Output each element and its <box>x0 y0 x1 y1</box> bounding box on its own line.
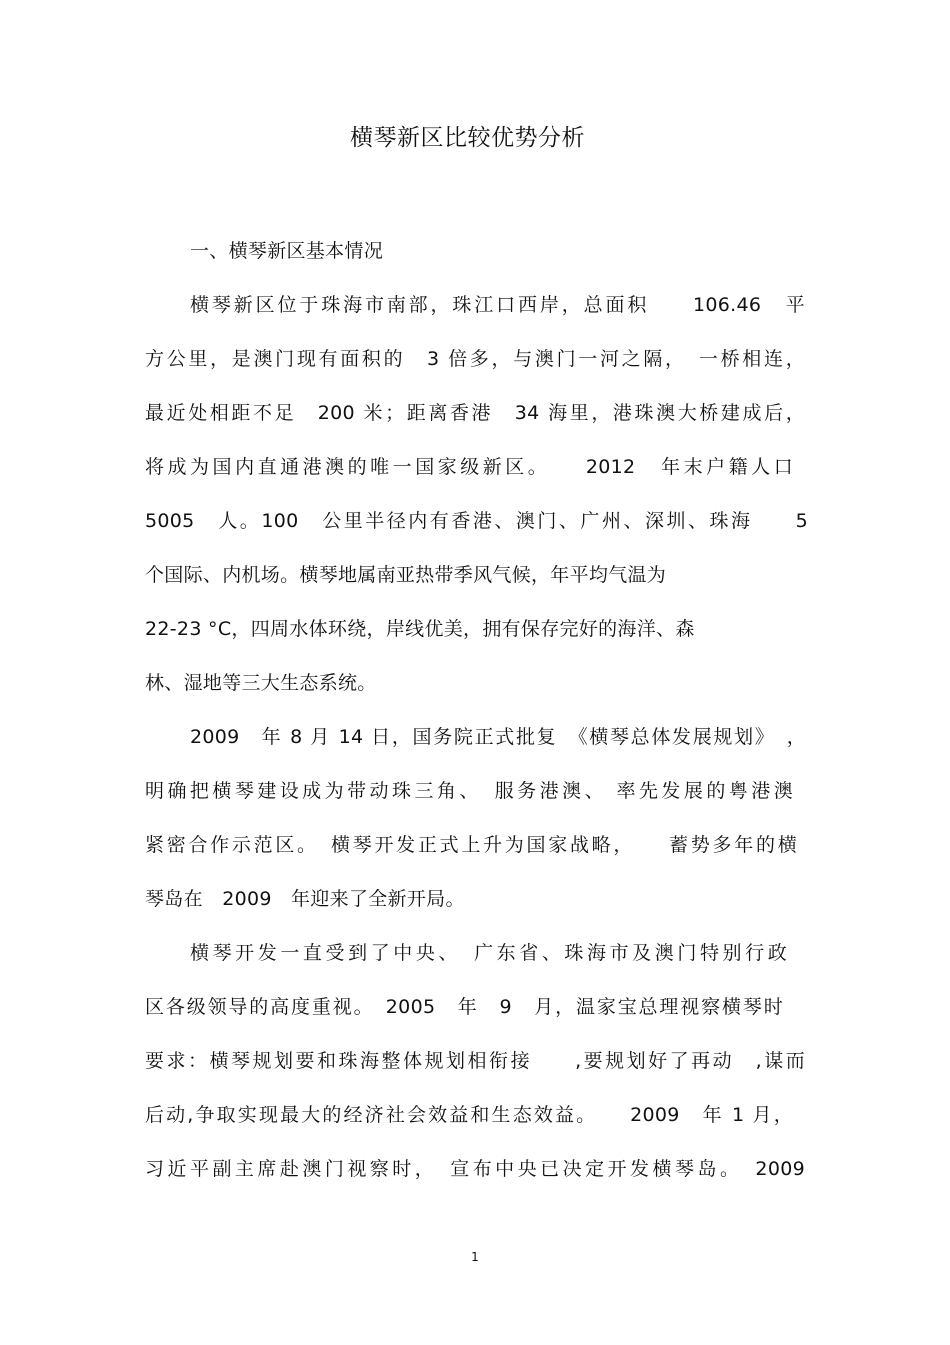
paragraph-line: 最近处相距不足 200 米；距离香港 34 海里，港珠澳大桥建成后， <box>145 402 805 424</box>
paragraph-line: 紧密合作示范区。 横琴开发正式上升为国家战略， 蓄势多年的横 <box>145 834 797 856</box>
paragraph-line: 5005 人。100 公里半径内有香港、澳门、广州、深圳、珠海 5 <box>145 510 808 532</box>
document-title: 横琴新区比较优势分析 <box>350 125 585 151</box>
paragraph-line: 方公里，是澳门现有面积的 3 倍多，与澳门一河之隔， 一桥相连， <box>145 348 805 370</box>
paragraph-line: 后动,争取实现最大的经济社会效益和生态效益。 2009 年 1 月， <box>145 1104 793 1126</box>
paragraph-line: 横琴开发一直受到了中央、 广东省、珠海市及澳门特别行政 <box>190 942 787 964</box>
paragraph-line: 明确把横琴建设成为带动珠三角、 服务港澳、 率先发展的粤港澳 <box>145 780 793 802</box>
page-number: 1 <box>471 1250 479 1264</box>
paragraph-line: 横琴新区位于珠海市南部，珠江口西岸，总面积 106.46 平 <box>190 294 805 316</box>
paragraph-line: 林、湿地等三大生态系统。 <box>145 672 377 694</box>
paragraph-line: 琴岛在 2009 年迎来了全新开局。 <box>145 888 465 910</box>
paragraph-line: 将成为国内直通港澳的唯一国家级新区。 2012 年末户籍人口 <box>145 456 793 478</box>
paragraph-line: 区各级领导的高度重视。 2005 年 9 月，温家宝总理视察横琴时 <box>145 996 783 1018</box>
paragraph-line: 22-23 °C，四周水体环绕，岸线优美，拥有保存完好的海洋、森 <box>145 618 695 640</box>
paragraph-line: 个国际、内机场。横琴地属南亚热带季风气候，年平均气温为 <box>145 564 667 586</box>
paragraph-line: 2009 年 8 月 14 日，国务院正式批复 《横琴总体发展规划》 ， <box>190 726 806 748</box>
paragraph-line: 要求：横琴规划要和珠海整体规划相衔接 ,要规划好了再动 ,谋而 <box>145 1050 805 1072</box>
paragraph-line: 习近平副主席赴澳门视察时， 宣布中央已决定开发横琴岛。 2009 <box>145 1158 805 1180</box>
section-heading: 一、横琴新区基本情况 <box>190 240 384 262</box>
